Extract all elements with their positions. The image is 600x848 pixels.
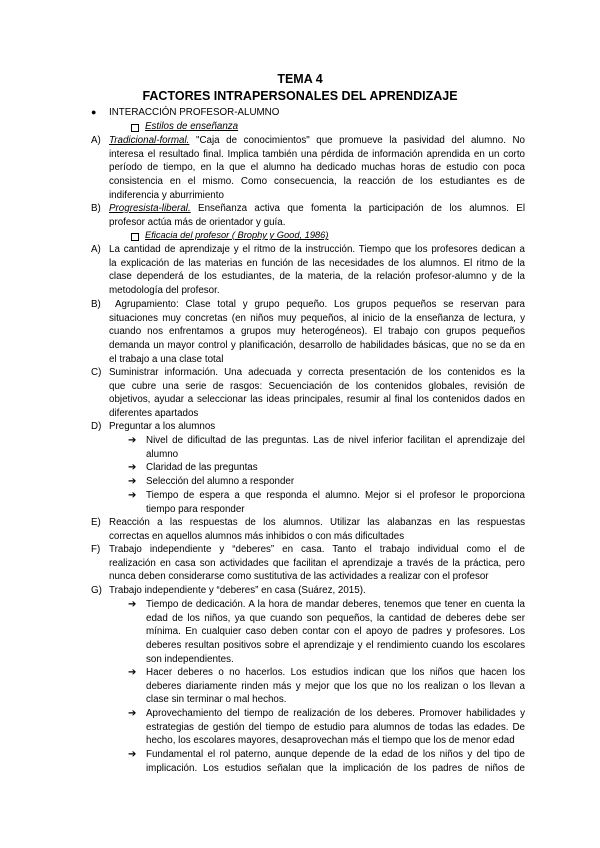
list-label-b: B): [91, 203, 101, 214]
checkbox-square-icon: [131, 124, 139, 132]
estilos-b-text: Progresista-liberal. Enseñanza activa que fomenta la participación de los alumnos. El profesor actúa más de orientador y guía.: [109, 203, 525, 228]
subheading-estilos: Estilos de enseñanza: [145, 121, 239, 132]
page-subtitle: FACTORES INTRAPERSONALES DEL APRENDIZAJE: [142, 89, 458, 103]
list-label-c: C): [91, 367, 102, 378]
page-title: TEMA 4: [277, 72, 323, 86]
list-label-a: A): [91, 135, 101, 146]
arrow-right-icon: ➔: [128, 476, 137, 487]
eficacia-g-item-3: Aprovechamiento del tiempo de realización de los deberes. Promover habilidades y estrategias de gestión del tiempo de estudio para alumnos de todas las edades. De hecho, los escolares mayores, desaprovechan más el tiempo que los de menor edad: [146, 708, 525, 747]
eficacia-f-text: Trabajo independiente y “deberes” en casa. Tanto el trabajo individual como el de realización en casa son actividades que facilitan el aprendizaje a través de la práctica, pero nunca deben considerarse como sustitutiva de las actividades a realizar con el profesor: [109, 544, 525, 583]
bullet-dot: ●: [91, 107, 97, 117]
list-label-d: D): [91, 421, 102, 432]
term-progresista: Progresista-liberal.: [109, 203, 191, 214]
list-label-g: G): [91, 585, 102, 596]
arrow-right-icon: ➔: [128, 599, 137, 610]
subheading-eficacia: Eficacia del profesor ( Brophy y Good, 1986): [145, 230, 329, 240]
list-label-f: F): [91, 544, 101, 555]
eficacia-g-heading: Trabajo independiente y “deberes” en casa (Suárez, 2015).: [109, 585, 366, 596]
term-tradicional: Tradicional-formal.: [109, 135, 190, 146]
arrow-right-icon: ➔: [128, 435, 137, 446]
list-label-a: A): [91, 244, 101, 255]
eficacia-b-text: Agrupamiento: Clase total y grupo pequeño. Los grupos pequeños se reservan para situaciones muy concretas (en niños muy pequeños, al inicio de la enseñanza de lectura, y cuando nos enfrentamos a grupos muy heterogéneos). El trabajo con grupos pequeños demanda un mayor control y planificación, desarrollo de habilidades básicas, que no se da en el trabajo a una clase total: [109, 299, 525, 365]
arrow-right-icon: ➔: [128, 749, 137, 760]
arrow-right-icon: ➔: [128, 667, 137, 678]
eficacia-d-heading: Preguntar a los alumnos: [109, 421, 216, 432]
list-label-b: B): [91, 299, 101, 310]
eficacia-d-item-2: Claridad de las preguntas: [146, 462, 258, 473]
checkbox-square-icon: [131, 233, 139, 241]
estilos-a-text: Tradicional-formal. "Caja de conocimientos" que promueve la pasividad del alumno. No interesa el resultado final. Implica también una pérdida de información aprendida en un corto período de tiempo, en la que el alumno ha dedicado muchas horas de estudio con poca consistencia en el mismo. Como consecuencia, la reacción de los estudiantes es de indiferencia y aburrimiento: [109, 135, 525, 201]
list-label-e: E): [91, 517, 101, 528]
eficacia-g-item-1: Tiempo de dedicación. A la hora de mandar deberes, tenemos que tener en cuenta la edad de los niños, ya que cuando son pequeños, la cantidad de deberes debe ser mínima. En cualquier caso deben contar con el apoyo de padres y profesores. Los deberes resultan positivos sobre el aprendizaje y el rendimiento cuando los escolares son independientes.: [146, 599, 525, 665]
eficacia-d-item-1: Nivel de dificultad de las preguntas. Las de nivel inferior facilitan el aprendizaje del alumno: [146, 435, 525, 460]
arrow-right-icon: ➔: [128, 708, 137, 719]
eficacia-g-item-2: Hacer deberes o no hacerlos. Los estudios indican que los niños que hacen los deberes diariamente rinden más y mejor que los que no los realizan o los llevan a clase sin terminar o mal hechos.: [146, 667, 525, 706]
eficacia-a-text: La cantidad de aprendizaje y el ritmo de la instrucción. Tiempo que los profesores dedican a la explicación de las materias en función de las necesidades de los alumnos. El ritmo de la clase dependerá de los estudiantes, de la materia, de la relación profesor-alumno y de la metodología del profesor.: [109, 244, 525, 297]
eficacia-c-text: Suministrar información. Una adecuada y correcta presentación de los contenidos es la que cubre una serie de rasgos: Secuenciación de los contenidos globales, revisión de objetivos, ayudar a seleccionar las ideas principales, resumir al final los contenidos dados en diferentes apartados: [109, 367, 525, 420]
arrow-right-icon: ➔: [128, 490, 137, 501]
eficacia-e-text: Reacción a las respuestas de los alumnos. Utilizar las alabanzas en las respuestas correctas en aquellos alumnos más inhibidos o con más dificultades: [109, 517, 525, 542]
arrow-right-icon: ➔: [128, 462, 137, 473]
eficacia-d-item-4: Tiempo de espera a que responda el alumno. Mejor si el profesor le proporciona tiempo para responder: [146, 490, 525, 515]
section-heading: INTERACCIÓN PROFESOR-ALUMNO: [109, 107, 280, 118]
eficacia-d-item-3: Selección del alumno a responder: [146, 476, 295, 487]
eficacia-g-item-4: Fundamental el rol paterno, aunque depende de la edad de los niños y del tipo de implicación. Los estudios señalan que la implicación de los padres de niños de: [146, 749, 525, 774]
